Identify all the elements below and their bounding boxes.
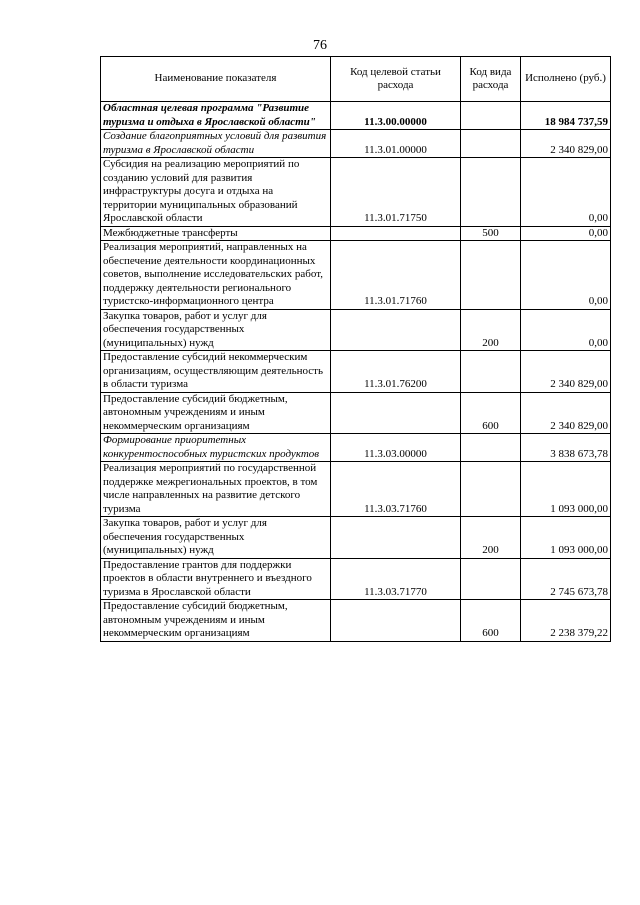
header-target-code: Код целевой статьи расхода: [331, 57, 461, 102]
row-amount: 2 340 829,00: [521, 351, 611, 393]
row-name: Реализация мероприятий по государственной поддержке межрегиональных проектов, в том числе направленных на развитие детского туризма: [101, 462, 331, 517]
row-expense-kind: [461, 462, 521, 517]
table-row: [101, 309, 611, 351]
row-amount: 0,00: [521, 158, 611, 227]
row-expense-kind: [461, 130, 521, 158]
row-name: Предоставление субсидий бюджетным, автономным учреждениям и иным некоммерческим организациям: [101, 600, 331, 642]
row-target-code: 11.3.01.76200: [331, 351, 461, 393]
table-row: [101, 517, 611, 559]
row-expense-kind: 200: [461, 309, 521, 351]
page-number: 76: [313, 38, 327, 53]
header-expense-kind: Код вида расхода: [461, 57, 521, 102]
row-expense-kind: 500: [461, 226, 521, 241]
row-target-code: 11.3.03.71770: [331, 558, 461, 600]
row-target-code: [331, 309, 461, 351]
table-row: [101, 351, 611, 393]
row-name: Закупка товаров, работ и услуг для обеспечения государственных (муниципальных) нужд: [101, 517, 331, 559]
table-row: [101, 600, 611, 642]
row-expense-kind: [461, 241, 521, 310]
row-expense-kind: 600: [461, 600, 521, 642]
row-name: Субсидия на реализацию мероприятий по созданию условий для развития инфраструктуры досуга и отдыха на территории муниципальных образований Ярославской области: [101, 158, 331, 227]
row-amount: 2 238 379,22: [521, 600, 611, 642]
table-header-row: [101, 57, 611, 102]
row-expense-kind: [461, 158, 521, 227]
row-target-code: 11.3.01.71760: [331, 241, 461, 310]
row-target-code: [331, 392, 461, 434]
row-target-code: 11.3.01.00000: [331, 130, 461, 158]
table-row: [101, 130, 611, 158]
row-name: Закупка товаров, работ и услуг для обеспечения государственных (муниципальных) нужд: [101, 309, 331, 351]
table-row: [101, 158, 611, 227]
table-row: [101, 558, 611, 600]
row-name: Предоставление субсидий некоммерческим организациям, осуществляющим деятельность в области туризма: [101, 351, 331, 393]
row-expense-kind: [461, 351, 521, 393]
header-name: Наименование показателя: [101, 57, 331, 102]
row-expense-kind: 600: [461, 392, 521, 434]
row-name: Реализация мероприятий, направленных на обеспечение деятельности координационных советов, выполнение исследовательских работ, поддержку деятельности регионального туристско-информационного центра: [101, 241, 331, 310]
row-name: Создание благоприятных условий для развития туризма в Ярославской области: [101, 130, 331, 158]
row-target-code: [331, 600, 461, 642]
table-row: [101, 226, 611, 241]
row-target-code: 11.3.01.71750: [331, 158, 461, 227]
row-target-code: [331, 517, 461, 559]
row-amount: 0,00: [521, 226, 611, 241]
row-name: Областная целевая программа "Развитие туризма и отдыха в Ярославской области": [101, 102, 331, 130]
row-amount: 2 340 829,00: [521, 130, 611, 158]
row-amount: 0,00: [521, 241, 611, 310]
row-expense-kind: [461, 102, 521, 130]
table-row: [101, 462, 611, 517]
row-expense-kind: [461, 558, 521, 600]
row-amount: 1 093 000,00: [521, 517, 611, 559]
header-executed-amount: Исполнено (руб.): [521, 57, 611, 102]
row-target-code: 11.3.03.71760: [331, 462, 461, 517]
table-row: [101, 434, 611, 462]
row-target-code: [331, 226, 461, 241]
row-name: Предоставление грантов для поддержки проектов в области внутреннего и въездного туризма в Ярославской области: [101, 558, 331, 600]
row-target-code: 11.3.00.00000: [331, 102, 461, 130]
row-amount: 18 984 737,59: [521, 102, 611, 130]
row-name: Предоставление субсидий бюджетным, автономным учреждениям и иным некоммерческим организациям: [101, 392, 331, 434]
row-name: Формирование приоритетных конкурентоспособных туристских продуктов: [101, 434, 331, 462]
table-row: [101, 241, 611, 310]
table-row: [101, 102, 611, 130]
row-amount: 1 093 000,00: [521, 462, 611, 517]
row-amount: 3 838 673,78: [521, 434, 611, 462]
table-row: [101, 392, 611, 434]
expenditure-table: [100, 56, 611, 642]
row-expense-kind: [461, 434, 521, 462]
row-amount: 2 340 829,00: [521, 392, 611, 434]
row-expense-kind: 200: [461, 517, 521, 559]
row-target-code: 11.3.03.00000: [331, 434, 461, 462]
row-amount: 2 745 673,78: [521, 558, 611, 600]
row-name: Межбюджетные трансферты: [101, 226, 331, 241]
row-amount: 0,00: [521, 309, 611, 351]
